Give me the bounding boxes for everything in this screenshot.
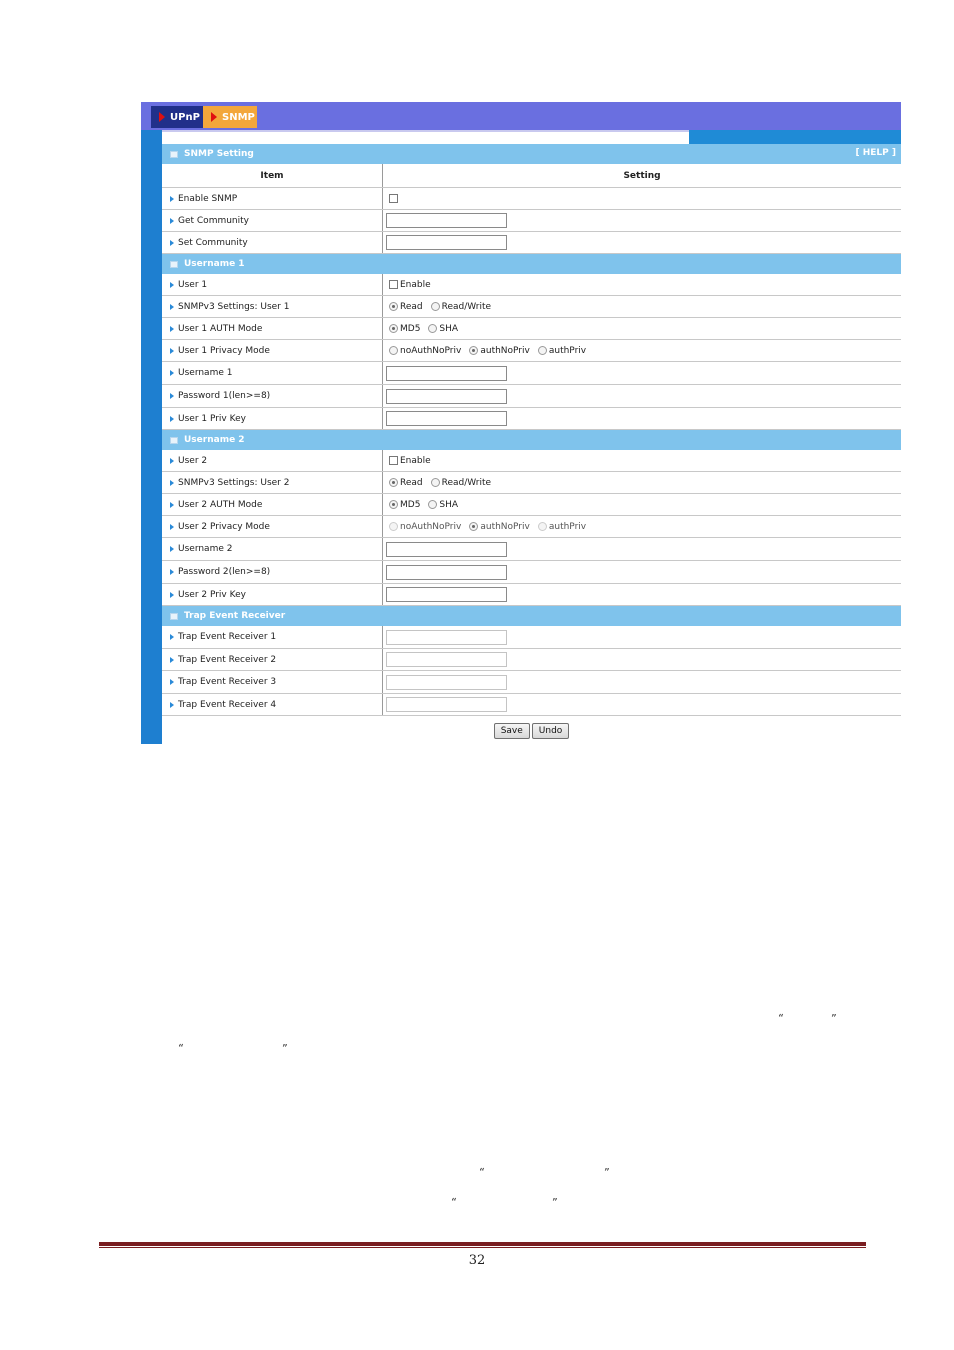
- tab-snmp[interactable]: SNMP: [203, 106, 257, 128]
- table-row: [162, 385, 901, 408]
- table-header: [162, 164, 901, 188]
- get-community-input[interactable]: [386, 213, 507, 228]
- bullet-arrow-icon: [170, 348, 174, 354]
- bullet-arrow-icon: [170, 370, 174, 376]
- row-label: User 2: [178, 455, 208, 466]
- table-row: [162, 494, 901, 516]
- readwrite-label: Read/Write: [441, 477, 492, 488]
- user1-enable-checkbox[interactable]: [389, 280, 398, 289]
- user2-noauthnopriv-radio[interactable]: [389, 522, 398, 531]
- row-label: Trap Event Receiver 3: [178, 677, 277, 687]
- user2-authpriv-radio[interactable]: [538, 522, 547, 531]
- enable-label: Enable: [400, 455, 431, 466]
- open-quote: “: [178, 1042, 184, 1055]
- help-link[interactable]: [ HELP ]: [855, 148, 896, 158]
- row-label: Username 2: [178, 544, 233, 554]
- undo-button[interactable]: Undo: [532, 723, 570, 739]
- user2-read-radio[interactable]: [389, 478, 398, 487]
- open-quote: “: [479, 1166, 485, 1179]
- user1-noauthnopriv-radio[interactable]: [389, 346, 398, 355]
- tab-bar: [141, 102, 901, 130]
- section-title: SNMP Setting: [184, 149, 254, 159]
- row-label: User 1 Privacy Mode: [178, 345, 270, 356]
- tab-arrow-icon: [211, 112, 217, 122]
- table-row: [162, 516, 901, 538]
- row-label: Trap Event Receiver 2: [178, 654, 277, 665]
- tab-upnp[interactable]: UPnP: [151, 106, 203, 128]
- user2-sha-radio[interactable]: [428, 500, 437, 509]
- row-label: User 1 AUTH Mode: [178, 323, 263, 334]
- snmp-settings-screenshot: [141, 102, 901, 744]
- trap-receiver-2-input[interactable]: [386, 652, 507, 667]
- bullet-arrow-icon: [170, 218, 174, 224]
- row-label: Enable SNMP: [178, 193, 238, 204]
- row-label: SNMPv3 Settings: User 2: [178, 477, 290, 488]
- section-snmp-setting: [162, 144, 901, 164]
- authpriv-label: authPriv: [548, 345, 587, 356]
- bullet-arrow-icon: [170, 592, 174, 598]
- bullet-arrow-icon: [170, 657, 174, 663]
- row-label: Get Community: [178, 215, 249, 226]
- md5-label: MD5: [400, 499, 421, 510]
- bullet-arrow-icon: [170, 546, 174, 552]
- noauthnopriv-label: noAuthNoPriv: [400, 521, 462, 532]
- tab-underline: [141, 130, 689, 132]
- read-label: Read: [400, 477, 423, 488]
- table-row: [162, 232, 901, 254]
- row-label: User 2 Privacy Mode: [178, 521, 270, 532]
- row-label: Trap Event Receiver 4: [178, 699, 277, 710]
- md5-label: MD5: [400, 323, 421, 334]
- table-row: [162, 472, 901, 494]
- row-label: Password 1(len>=8): [178, 391, 271, 401]
- row-label: Username 1: [178, 368, 233, 378]
- tab-arrow-icon: [159, 112, 165, 122]
- bullet-arrow-icon: [170, 196, 174, 202]
- table-row: [162, 694, 901, 716]
- user1-md5-radio[interactable]: [389, 324, 398, 333]
- section-square-icon: [170, 613, 178, 620]
- table-row: [162, 296, 901, 318]
- table-row: [162, 538, 901, 561]
- password2-input[interactable]: [386, 565, 507, 580]
- password1-input[interactable]: [386, 389, 507, 404]
- sha-label: SHA: [439, 499, 459, 510]
- table-row: [162, 626, 901, 649]
- noauthnopriv-label: noAuthNoPriv: [400, 345, 462, 356]
- close-quote: ”: [604, 1166, 610, 1179]
- bullet-arrow-icon: [170, 524, 174, 530]
- section-square-icon: [170, 151, 178, 158]
- enable-label: Enable: [400, 279, 431, 290]
- bullet-arrow-icon: [170, 569, 174, 575]
- authpriv-label: authPriv: [548, 521, 587, 532]
- user1-privkey-input[interactable]: [386, 411, 507, 426]
- row-label: User 2 AUTH Mode: [178, 499, 263, 510]
- user1-authnopriv-radio[interactable]: [469, 346, 478, 355]
- section-trap-event-receiver: [162, 606, 901, 626]
- row-label: User 1: [178, 279, 208, 290]
- table-row: [162, 671, 901, 694]
- user1-authpriv-radio[interactable]: [538, 346, 547, 355]
- bullet-arrow-icon: [170, 282, 174, 288]
- close-quote: ”: [552, 1196, 558, 1209]
- bullet-arrow-icon: [170, 458, 174, 464]
- bullet-arrow-icon: [170, 634, 174, 640]
- table-row: [162, 450, 901, 472]
- button-row: [162, 716, 901, 746]
- table-row: [162, 340, 901, 362]
- bullet-arrow-icon: [170, 502, 174, 508]
- read-label: Read: [400, 301, 423, 312]
- section-username-2: [162, 430, 901, 450]
- footer-rule-thin: [99, 1247, 866, 1248]
- save-button[interactable]: Save: [494, 723, 530, 739]
- table-row: [162, 188, 901, 210]
- footer-rule: [99, 1242, 866, 1246]
- user2-readwrite-radio[interactable]: [431, 478, 440, 487]
- open-quote: “: [778, 1012, 784, 1025]
- user2-privkey-input[interactable]: [386, 587, 507, 602]
- user2-enable-checkbox[interactable]: [389, 456, 398, 465]
- username2-input[interactable]: [386, 542, 507, 557]
- sha-label: SHA: [439, 323, 459, 334]
- set-community-input[interactable]: [386, 235, 507, 250]
- table-row: [162, 210, 901, 232]
- settings-table: [162, 144, 901, 746]
- readwrite-label: Read/Write: [441, 301, 492, 312]
- enable-snmp-checkbox[interactable]: [389, 194, 398, 203]
- table-row: [162, 362, 901, 385]
- row-label: Set Community: [178, 237, 248, 248]
- left-sidebar-bar: [141, 130, 162, 744]
- user1-readwrite-radio[interactable]: [431, 302, 440, 311]
- bullet-arrow-icon: [170, 326, 174, 332]
- section-title: Username 1: [184, 259, 245, 269]
- bullet-arrow-icon: [170, 679, 174, 685]
- section-square-icon: [170, 437, 178, 444]
- row-label: Trap Event Receiver 1: [178, 632, 277, 642]
- user2-md5-radio[interactable]: [389, 500, 398, 509]
- col-item-header: Item: [162, 164, 383, 187]
- row-label: Password 2(len>=8): [178, 567, 271, 577]
- row-label: User 2 Priv Key: [178, 589, 246, 600]
- bullet-arrow-icon: [170, 304, 174, 310]
- open-quote: “: [451, 1196, 457, 1209]
- table-row: [162, 408, 901, 430]
- section-title: Username 2: [184, 435, 245, 445]
- close-quote: ”: [831, 1012, 837, 1025]
- username1-input[interactable]: [386, 366, 507, 381]
- trap-receiver-3-input[interactable]: [386, 675, 507, 690]
- section-username-1: [162, 254, 901, 274]
- section-title: Trap Event Receiver: [184, 611, 286, 621]
- user2-authnopriv-radio[interactable]: [469, 522, 478, 531]
- authnopriv-label: authNoPriv: [480, 345, 530, 356]
- bullet-arrow-icon: [170, 702, 174, 708]
- table-row: [162, 584, 901, 606]
- section-square-icon: [170, 261, 178, 268]
- close-quote: ”: [282, 1042, 288, 1055]
- bullet-arrow-icon: [170, 480, 174, 486]
- table-row: [162, 649, 901, 671]
- page-number: 32: [468, 1253, 486, 1268]
- table-row: [162, 318, 901, 340]
- trap-receiver-1-input[interactable]: [386, 630, 507, 645]
- trap-receiver-4-input[interactable]: [386, 697, 507, 712]
- bullet-arrow-icon: [170, 393, 174, 399]
- col-setting-header: Setting: [623, 170, 661, 181]
- row-label: User 1 Priv Key: [178, 413, 246, 424]
- user1-read-radio[interactable]: [389, 302, 398, 311]
- bullet-arrow-icon: [170, 240, 174, 246]
- authnopriv-label: authNoPriv: [480, 521, 530, 532]
- user1-sha-radio[interactable]: [428, 324, 437, 333]
- table-row: [162, 561, 901, 584]
- row-label: SNMPv3 Settings: User 1: [178, 301, 290, 312]
- bullet-arrow-icon: [170, 416, 174, 422]
- header-strip: [689, 130, 901, 144]
- table-row: [162, 274, 901, 296]
